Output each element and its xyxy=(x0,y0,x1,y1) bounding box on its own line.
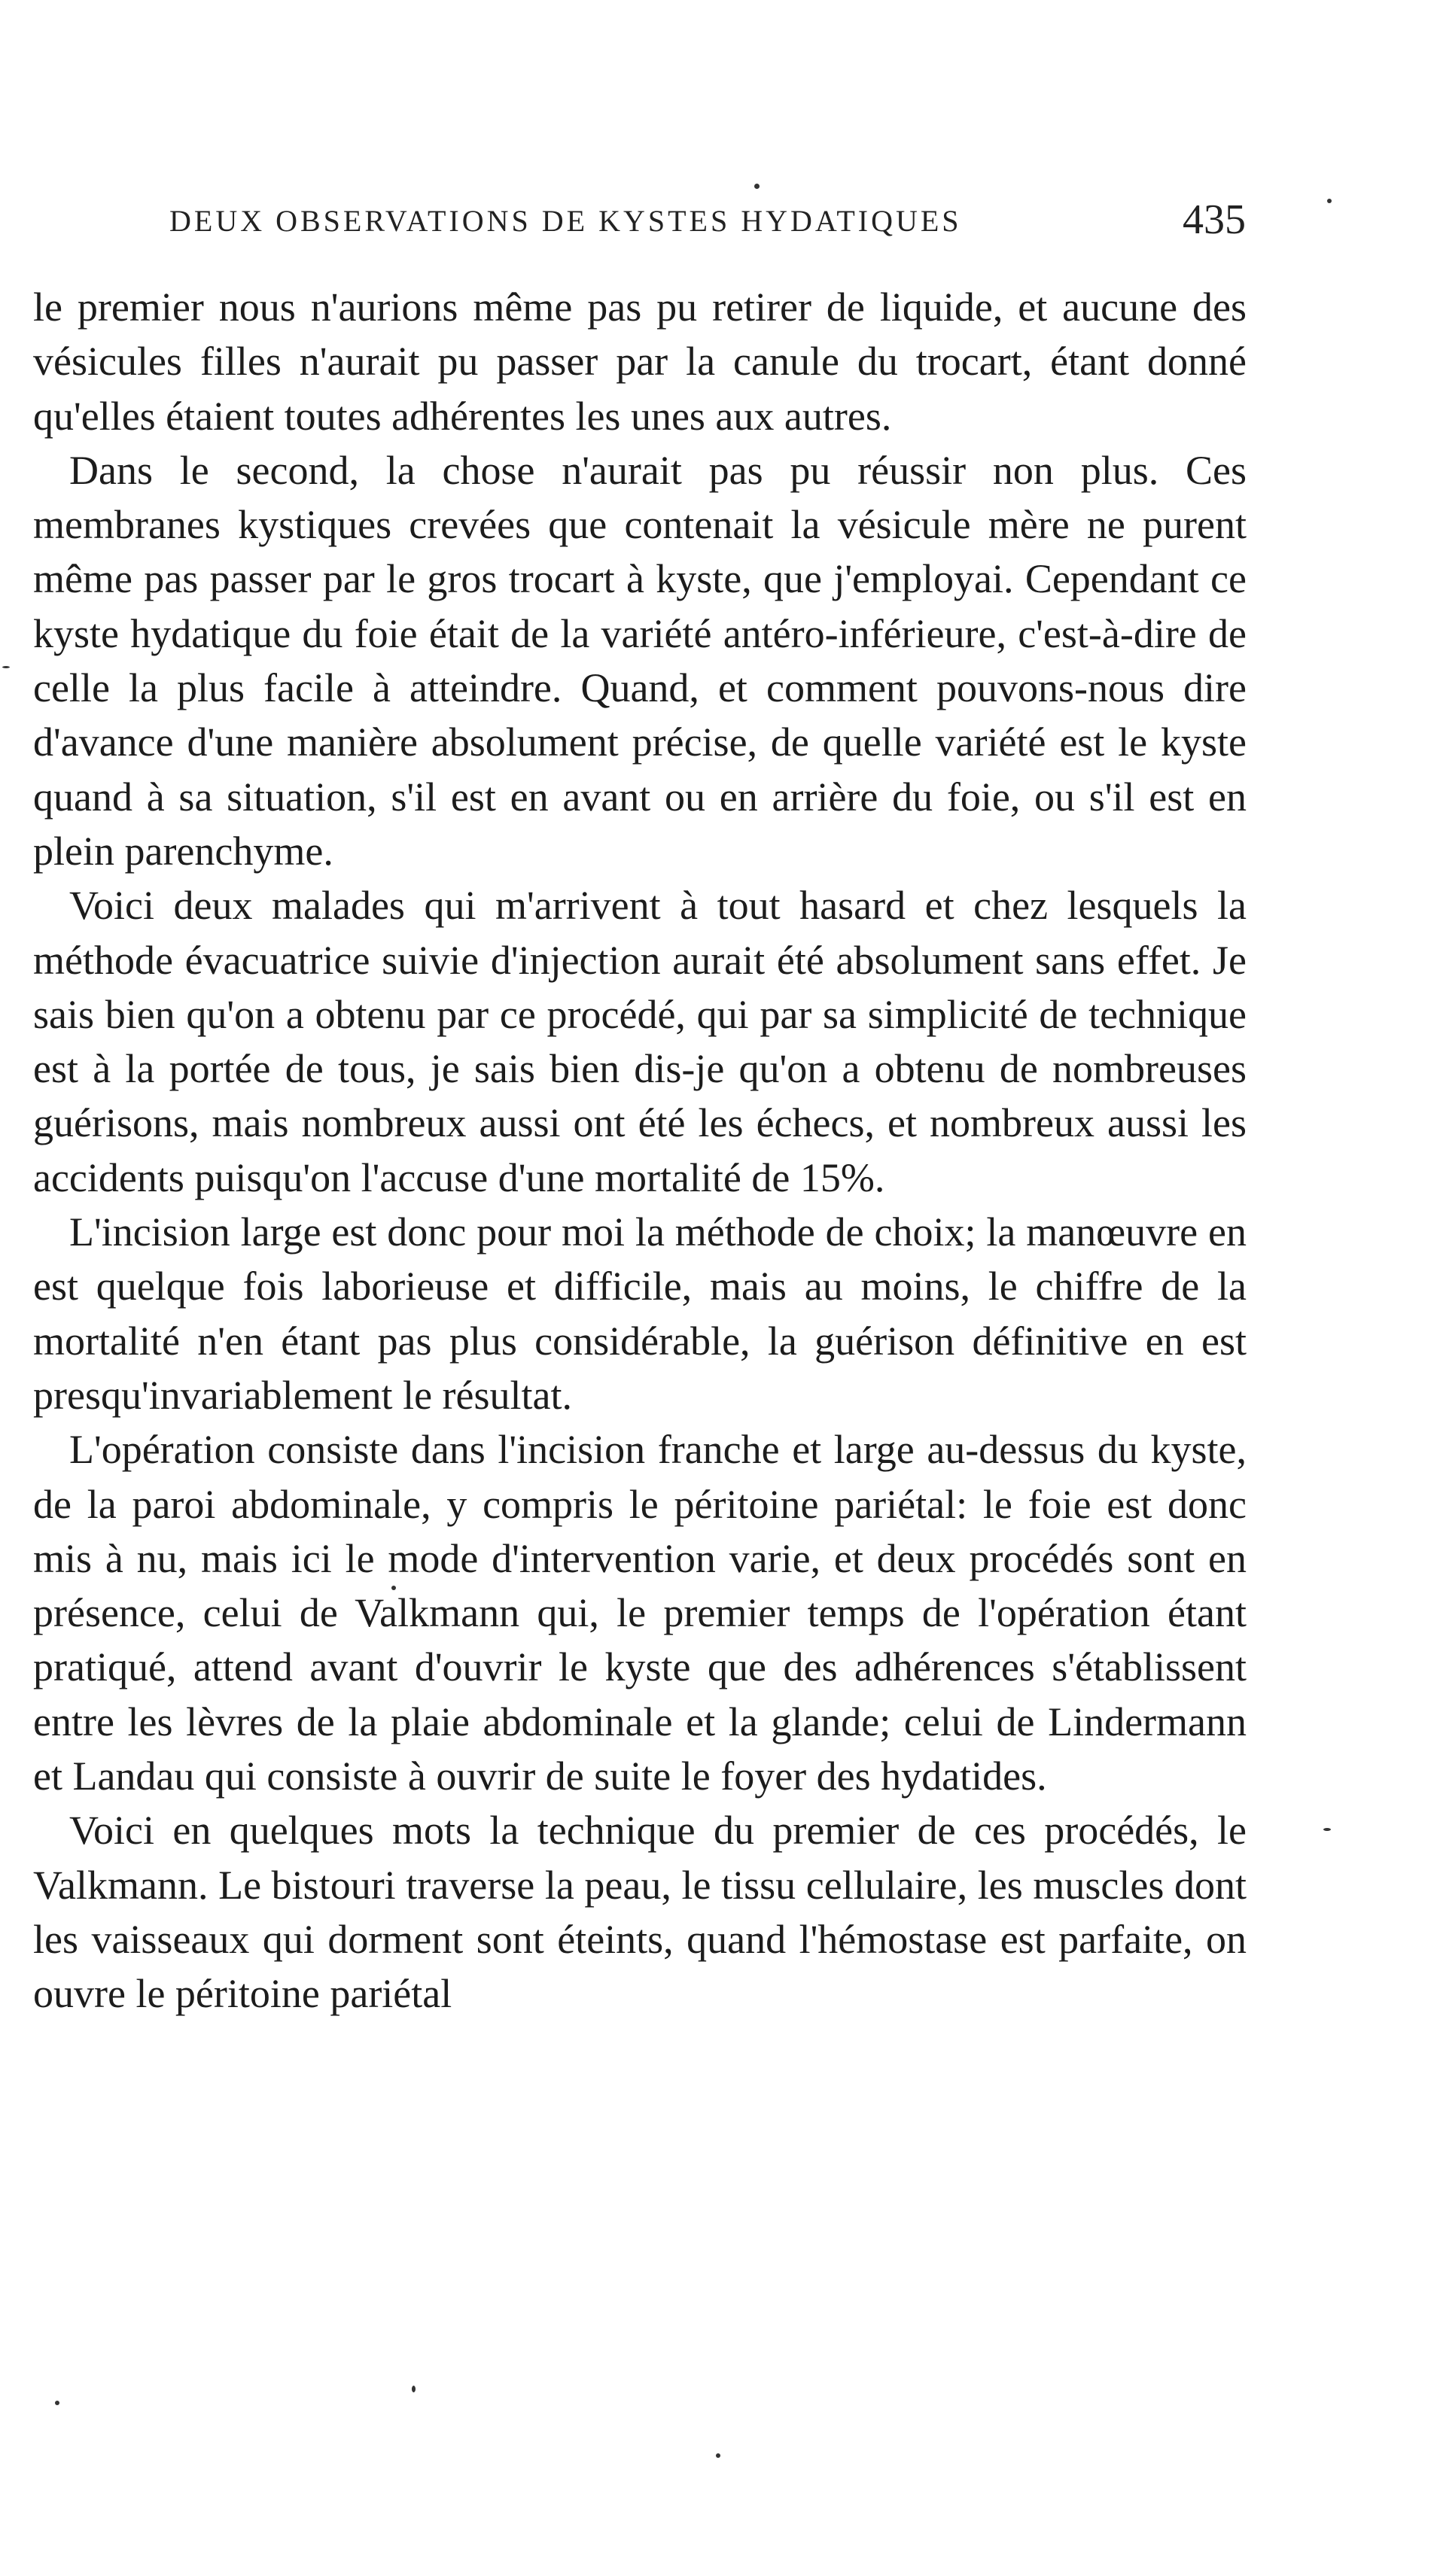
scan-speck xyxy=(412,2386,416,2392)
scan-speck xyxy=(716,2453,720,2458)
paragraph: Voici en quelques mots la technique du premier de ces procédés, le Valkmann. Le bistouri traverse la peau, le tissu cellulaire, les muscles dont les vaisseaux qui dorment sont éteints, quand l'hémostase est parfaite, on ouvre le péritoine pariétal xyxy=(33,1808,1247,2017)
scan-speck xyxy=(391,1586,396,1590)
paragraph: L'incision large est donc pour moi la méthode de choix; la manœuvre en est quelque fois laborieuse et difficile, mais au moins, le chiffre de la mortalité n'en étant pas plus considérable, la guérison définitive en est presqu'invariablement le résultat. xyxy=(33,1209,1247,1418)
page-number: 435 xyxy=(1183,196,1246,243)
paragraph: Dans le second, la chose n'aurait pas pu réussir non plus. Ces membranes kystiques crevées que contenait la vésicule mère ne purent même pas passer par le gros trocart à kyste, que j'employai. Cependant ce kyste hydatique du foie était de la variété antéro-inférieure, c'est-à-dire de celle la plus facile à atteindre. Quand, et comment pouvons-nous dire d'avance d'une manière absolument précise, de quelle variété est le kyste quand à sa situation, s'il est en avant ou en arrière du foie, ou s'il est en plein parenchyme. xyxy=(33,447,1247,874)
scan-speck xyxy=(2,666,10,668)
scan-speck xyxy=(55,2401,59,2405)
scan-speck xyxy=(1327,199,1332,203)
scan-speck xyxy=(1323,1828,1331,1831)
body-text xyxy=(33,280,1247,2021)
scan-speck xyxy=(754,184,760,189)
running-title: DEUX OBSERVATIONS DE KYSTES HYDATIQUES xyxy=(169,204,962,238)
paragraph-continuation: le premier nous n'aurions même pas pu retirer de liquide, et aucune des vésicules filles n'aurait pu passer par la canule du trocart, étant donné qu'elles étaient toutes adhérentes les unes aux autres. xyxy=(33,284,1247,439)
page-header xyxy=(169,196,1246,248)
paragraph: L'opération consiste dans l'incision franche et large au-dessus du kyste, de la paroi abdominale, y compris le péritoine pariétal: le foie est donc mis à nu, mais ici le mode d'intervention varie, et deux procédés sont en présence, celui de Valkmann qui, le premier temps de l'opération étant pratiqué, attend avant d'ouvrir le kyste que des adhérences s'établissent entre les lèvres de la plaie abdominale et la glande; celui de Lindermann et Landau qui consiste à ouvrir de suite le foyer des hydatides. xyxy=(33,1427,1247,1799)
paragraph: Voici deux malades qui m'arrivent à tout hasard et chez lesquels la méthode évacuatrice suivie d'injection aurait été absolument sans effet. Je sais bien qu'on a obtenu par ce procédé, qui par sa simplicité de technique est à la portée de tous, je sais bien dis-je qu'on a obtenu de nombreuses guérisons, mais nombreux aussi ont été les échecs, et nombreux aussi les accidents puisqu'on l'accuse d'une mortalité de 15%. xyxy=(33,883,1247,1200)
